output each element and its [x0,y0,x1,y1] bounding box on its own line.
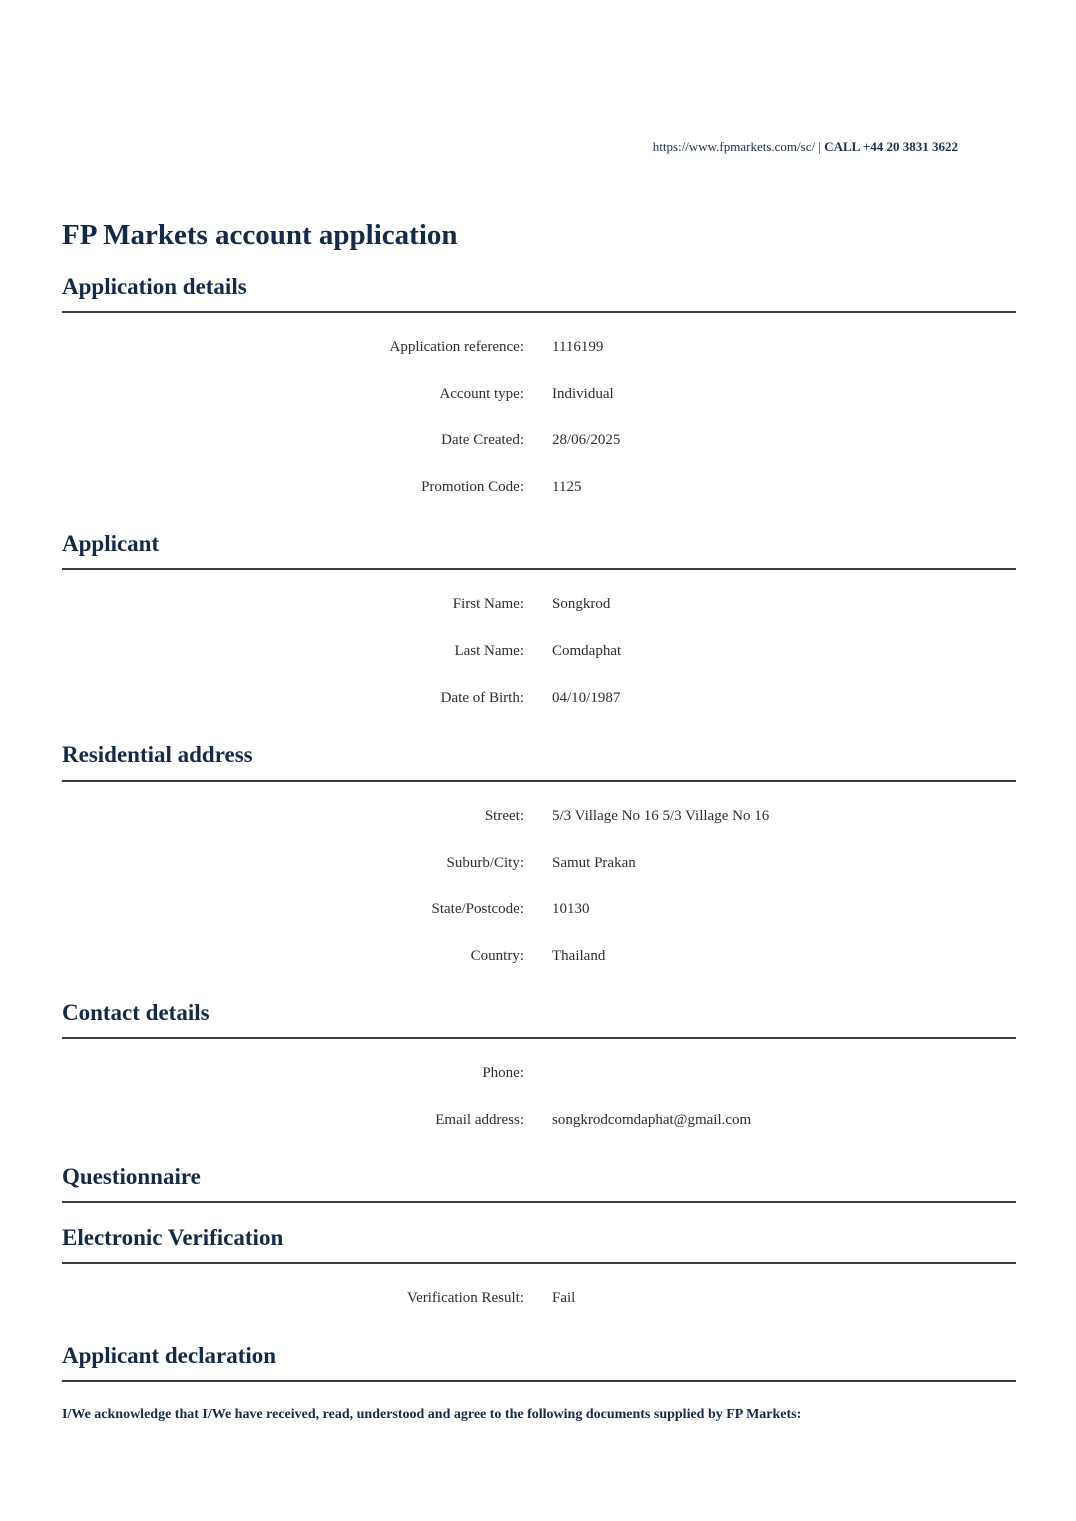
field-label-last-name: Last Name: [454,643,524,659]
call-phone-text: CALL +44 20 3831 3622 [824,139,958,154]
section-title-electronic-verification: Electronic Verification [62,1225,284,1250]
field-value-date-of-birth: 04/10/1987 [552,690,621,706]
field-value-account-type: Individual [552,386,614,402]
field-label-date-of-birth: Date of Birth: [440,690,524,706]
field-label-country: Country: [470,948,524,964]
section-divider [62,311,1016,313]
field-label-suburb-city: Suburb/City: [446,855,524,871]
field-value-verification-result: Fail [552,1290,576,1306]
document-title: FP Markets account application [62,219,458,251]
website-link[interactable]: https://www.fpmarkets.com/sc/ [652,139,816,154]
page-header [0,139,958,155]
section-divider [62,1262,1016,1264]
field-value-country: Thailand [552,948,606,964]
header-separator: | [818,139,821,154]
field-value-email-address: songkrodcomdaphat@gmail.com [552,1112,752,1128]
field-value-date-created: 28/06/2025 [552,432,621,448]
section-title-residential-address: Residential address [62,742,253,767]
section-divider [62,780,1016,782]
section-title-applicant-declaration: Applicant declaration [62,1343,277,1368]
field-value-promotion-code: 1125 [552,479,582,495]
field-value-last-name: Comdaphat [552,643,622,659]
section-title-contact-details: Contact details [62,1000,210,1025]
field-label-first-name: First Name: [452,596,524,612]
section-title-questionnaire: Questionnaire [62,1164,201,1189]
section-divider [62,568,1016,570]
field-value-street: 5/3 Village No 16 5/3 Village No 16 [552,808,770,824]
field-label-state-postcode: State/Postcode: [431,901,524,917]
field-label-phone: Phone: [482,1065,524,1081]
field-value-application-reference: 1116199 [552,339,604,355]
declaration-text: I/We acknowledge that I/We have received, read, understood and agree to the following documents supplied by FP Markets: [62,1407,802,1422]
field-label-date-created: Date Created: [441,432,524,448]
field-label-street: Street: [484,808,524,824]
field-label-verification-result: Verification Result: [406,1290,524,1306]
field-label-email-address: Email address: [435,1112,524,1128]
field-label-account-type: Account type: [439,386,524,402]
field-value-suburb-city: Samut Prakan [552,855,636,871]
section-title-applicant: Applicant [62,531,160,556]
section-divider [62,1380,1016,1382]
section-divider [62,1201,1016,1203]
section-divider [62,1037,1016,1039]
field-label-promotion-code: Promotion Code: [421,479,524,495]
field-label-application-reference: Application reference: [389,339,524,355]
field-value-state-postcode: 10130 [552,901,590,917]
field-value-first-name: Songkrod [552,596,611,612]
section-title-application-details: Application details [62,274,247,299]
